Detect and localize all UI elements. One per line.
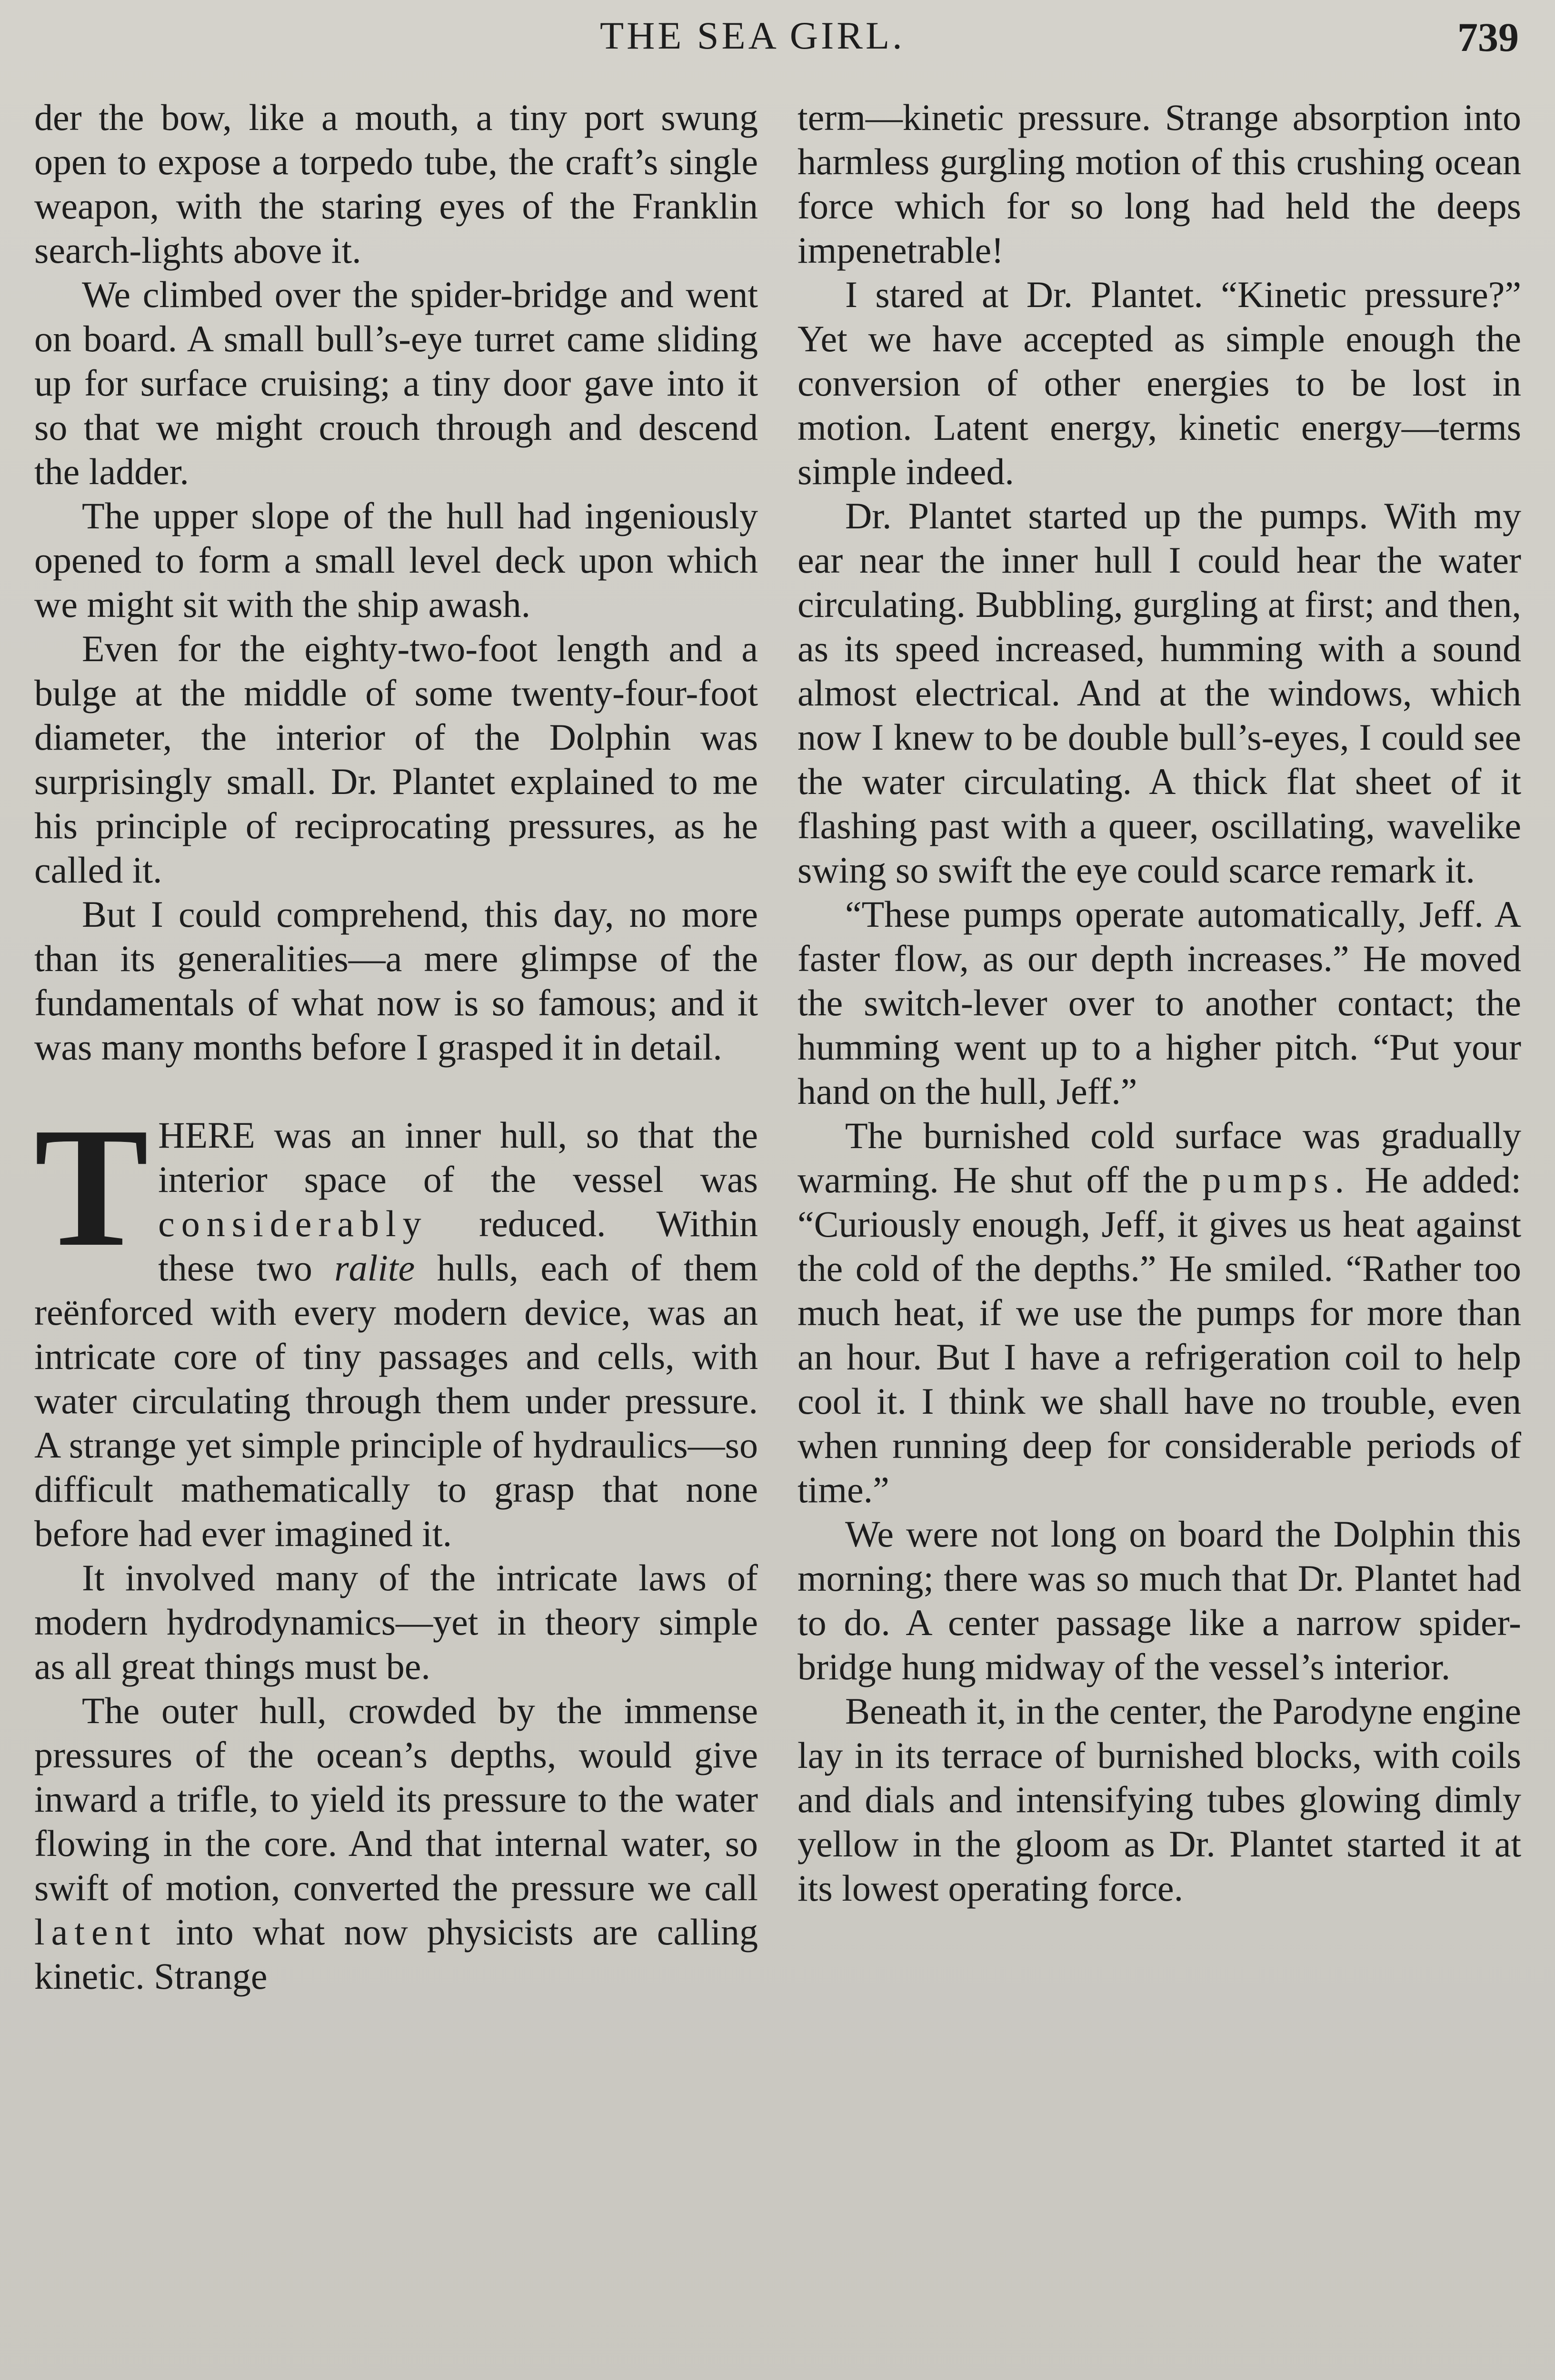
paragraph: der the bow, like a mouth, a tiny port swung open to expose a torpedo tube, the craft’s single weapon, with the staring eyes of the Franklin search-lights above it.: [34, 97, 758, 271]
paragraph: “These pumps operate automatically, Jeff. A faster flow, as our depth increases.” He moved the switch-lever over to another contact; the humming went up to a higher pitch. “Put your hand on the hull, Jeff.”: [797, 893, 1521, 1112]
left-column: [34, 95, 758, 2380]
paragraph: Even for the eighty-two-foot length and a bulge at the middle of some twenty-four-foot diameter, the interior of the Dolphin was surprisingly small. Dr. Plantet explained to me his principle of reciprocating pressures, as he called it.: [34, 628, 758, 891]
paragraph: [34, 1688, 758, 1998]
paragraph: Beneath it, in the center, the Parodyne engine lay in its terrace of burnished blocks, with coils and dials and intensifying tubes glowing dimly yellow in the gloom as Dr. Plantet started it at its lowest operating force.: [797, 1690, 1521, 1909]
italic-word: ralite: [334, 1247, 415, 1289]
running-head: THE SEA GIRL.: [600, 14, 905, 57]
section-opening-paragraph: [34, 1092, 758, 1556]
letterspaced-word: considerably: [158, 1203, 428, 1244]
drop-cap: T: [34, 1092, 149, 1282]
paragraph: But I could comprehend, this day, no more than its generalities—a mere glimpse of the fundamentals of what now is so famous; and it was many months before I grasped it in detail.: [34, 893, 758, 1068]
paragraph: [797, 1113, 1521, 1512]
page-number: 739: [1457, 14, 1519, 60]
text-run: HERE was an inner hull, so that the interior space of the vessel was: [158, 1114, 758, 1200]
paragraph: The upper slope of the hull had ingeniously opened to form a small level deck upon which we might sit with the ship awash.: [34, 495, 758, 625]
text-run: He added: “Curiously enough, Jeff, it gives us heat against the cold of the depths.” He smiled. “Rather too much heat, if we use the pumps for more than an hour. But I have a refrigeration coil to help cool it. I think we shall have no trouble, even when running deep for considerable periods of time.”: [797, 1159, 1521, 1510]
letterspaced-word: pumps.: [1202, 1159, 1351, 1200]
paragraph: term—kinetic pressure. Strange absorption into harmless gurgling motion of this crushing ocean force which for so long had held the deeps impenetrable!: [797, 97, 1521, 271]
paragraph: I stared at Dr. Plantet. “Kinetic pressure?” Yet we have accepted as simple enough the conversion of other energies to be lost in motion. Latent energy, kinetic energy—terms simple indeed.: [797, 274, 1521, 492]
paragraph: We were not long on board the Dolphin this morning; there was so much that Dr. Plantet had to do. A center passage like a narrow spider-bridge hung midway of the vessel’s interior.: [797, 1513, 1521, 1687]
page-header: [0, 13, 1555, 70]
text-run: into what now physicists are calling kinetic. Strange: [34, 1911, 758, 1997]
paragraph: Dr. Plantet started up the pumps. With my ear near the inner hull I could hear the water circulating. Bubbling, gurgling at first; and then, as its speed increased, humming with a sound almost electrical. And at the windows, which now I knew to be double bull’s-eyes, I could see the water circulating. A thick flat sheet of it flashing past with a queer, oscillating, wavelike swing so swift the eye could scarce remark it.: [797, 495, 1521, 891]
text-run: reduced. Within these two: [158, 1203, 758, 1289]
letterspaced-word: latent: [34, 1911, 157, 1953]
paragraph: We climbed over the spider-bridge and went on board. A small bull’s-eye turret came sliding up for surface cruising; a tiny door gave into it so that we might crouch through and descend the ladder.: [34, 274, 758, 492]
paragraph: It involved many of the intricate laws of modern hydrodynamics—yet in theory simple as all great things must be.: [34, 1557, 758, 1687]
text-run: The burnished cold surface was gradually warming. He shut off the: [797, 1115, 1521, 1200]
text-run: The outer hull, crowded by the immense pressures of the ocean’s depths, would give inward a trifle, to yield its pressure to the water flowing in the core. And that internal water, so swift of motion, converted the pressure we call: [34, 1690, 758, 1908]
right-column: [797, 95, 1521, 2380]
text-run: hulls, each of them reënforced with every modern device, was an intricate core of tiny passages and cells, with water circulating through them under pressure. A strange yet simple principle of hydraulics—so difficult mathematically to grasp that none before had ever imagined it.: [34, 1247, 758, 1554]
